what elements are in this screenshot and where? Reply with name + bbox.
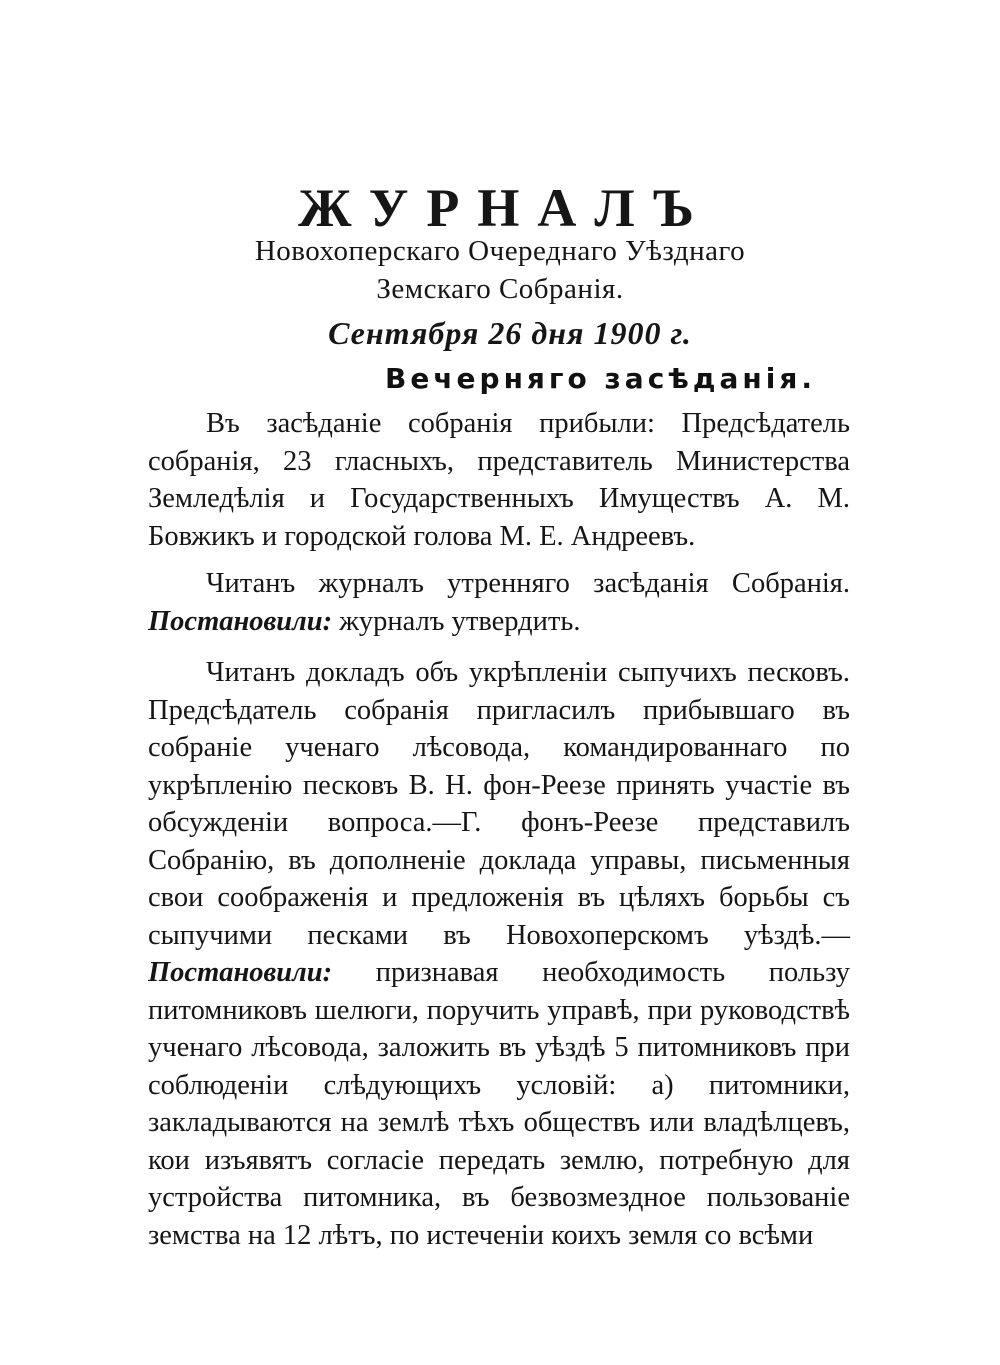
sand-report-text: Читанъ докладъ объ укрѣпленіи сыпучихъ песковъ. Предсѣдатель собранія пригласилъ прибывшаго въ собраніе ученаго лѣсовода, командированнаго по укрѣпленію песковъ В. Н. фон-Реезе принять участіе въ обсужденіи вопроса.—Г. фонъ-Реезе представилъ Собранію, въ дополненіе доклада управы, письменныя свои соображенія и предложенія въ цѣляхъ борьбы съ сыпучими песками въ Новохоперскомъ уѣздѣ.— (148, 657, 850, 951)
paragraph-attendance: Въ засѣданіе собранія прибыли: Предсѣдатель собранія, 23 гласныхъ, представитель Министерства Земледѣлія и Государственныхъ Имуществъ А. М. Бовжикъ и городской голова М. Е. Андреевъ. (148, 408, 850, 552)
paragraph-sand-report (148, 654, 850, 1254)
resolution-label: Постановили: (148, 605, 333, 637)
paragraph-minutes-approval (148, 565, 850, 640)
resolution-text: журналъ утвердить. (339, 605, 581, 637)
sand-resolution-text: признавая необходимость пользу питомниковъ шелюги, поручить управѣ, при руководствѣ ученаго лѣсовода, заложить въ уѣздѣ 5 питомниковъ при соблюденіи слѣдующихъ условій: а) питомники, закладываются на землѣ тѣхъ обществъ или владѣлцевъ, кои изъявятъ согласіе передать землю, потребную для устройства питомника, въ безвозмездное пользованіе земства на 12 лѣтъ, по истеченіи коихъ земля со всѣми (148, 957, 850, 1251)
assembly-name-line1: Новохоперскаго Очереднаго Уѣзднаго (254, 235, 746, 267)
assembly-name-line2: Земскаго Собранія. (376, 273, 624, 305)
journal-body (148, 405, 850, 1254)
journal-title: ЖУРНАЛЪ (298, 178, 712, 238)
session-heading: Вечерняго засѣданія. (385, 362, 816, 395)
minutes-read-text: Читанъ журналъ утренняго засѣданія Собранія. (206, 568, 850, 599)
session-date: Сентября 26 дня 1900 г. (328, 315, 692, 351)
resolution-label: Постановили: (148, 957, 333, 988)
